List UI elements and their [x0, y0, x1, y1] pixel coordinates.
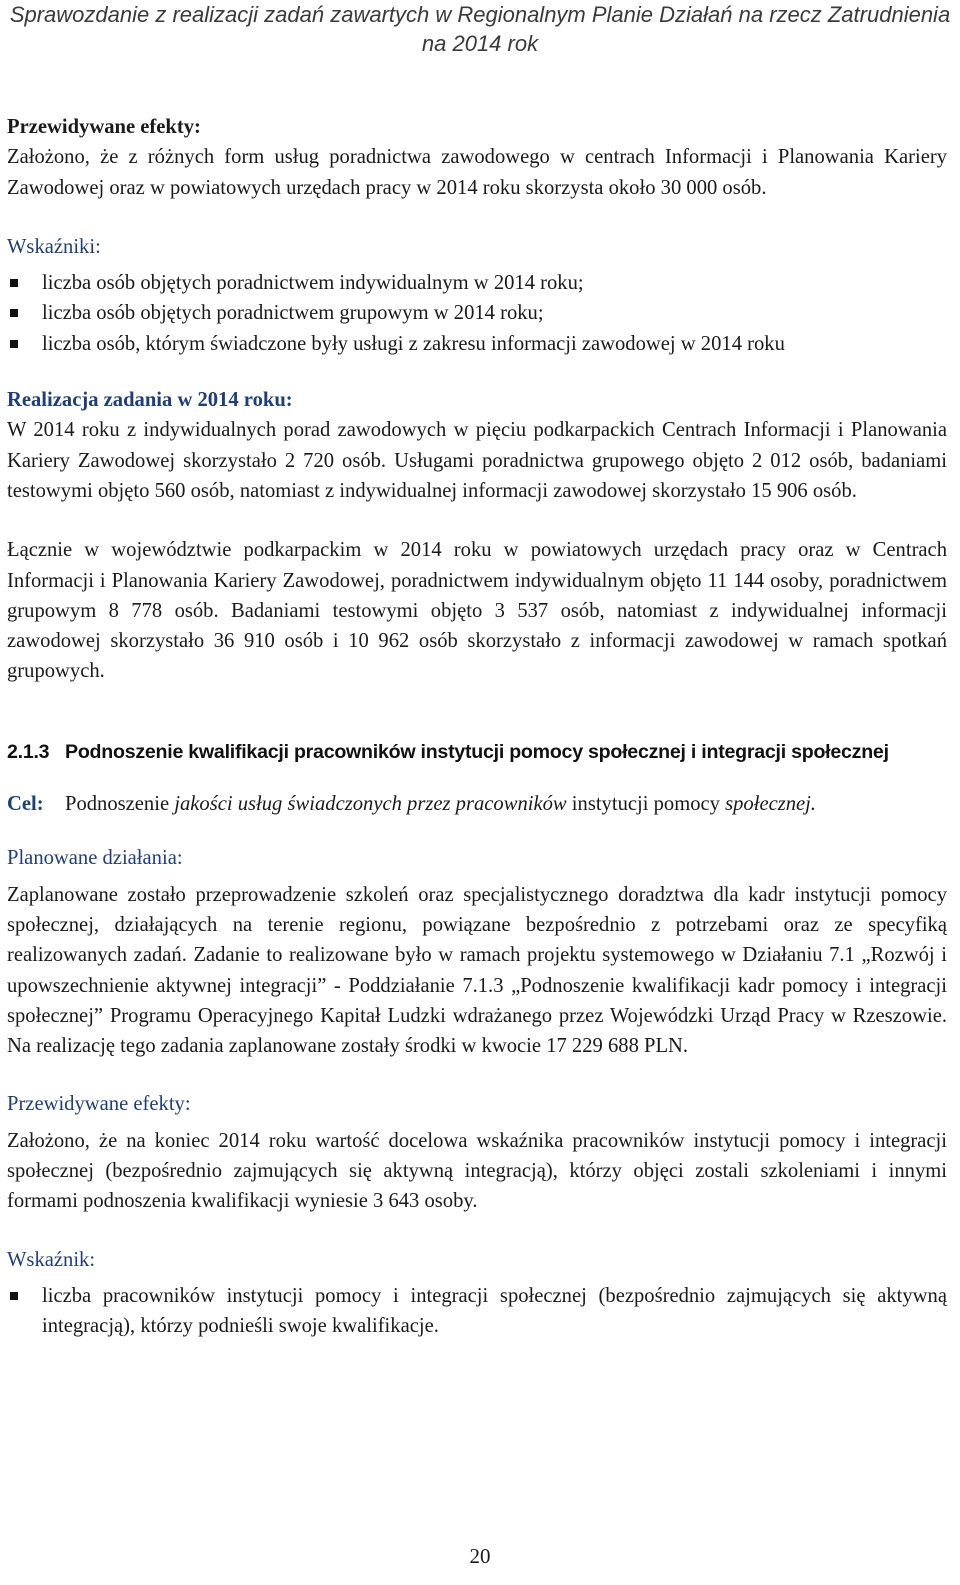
planned-heading: Planowane działania: — [7, 847, 183, 870]
effects-heading: Przewidywane efekty: — [7, 116, 201, 138]
realization-heading: Realizacja zadania w 2014 roku: — [7, 389, 293, 412]
document-body — [7, 112, 947, 1342]
list-item: liczba osób objętych poradnictwem grupowym w 2014 roku; — [7, 298, 947, 328]
header-line-2: na 2014 rok — [421, 31, 539, 56]
realization-paragraph-2: Łącznie w województwie podkarpackim w 2014 roku w powiatowych urzędach pracy oraz w Centrach Informacji i Planowania Kariery Zawodowej, poradnictwem indywidualnym objęto 11 144 osoby, poradnictwem grupowym 8 778 osób. Badaniami testowymi objęto 3 537 osób, natomiast z indywidualnej informacji zawodowej skorzystało 36 910 osób i 10 962 osób skorzystało z informacji zawodowej w ramach spotkań grupowych. — [7, 539, 947, 683]
section-title — [7, 737, 947, 767]
indicators-list — [7, 268, 947, 359]
square-bullet-icon — [10, 309, 18, 317]
list-item: liczba pracowników instytucji pomocy i integracji społecznej (bezpośrednio zajmujących się aktywną integracją), którzy podnieśli swoje kwalifikacje. — [7, 1281, 947, 1342]
header-line-1: Sprawozdanie z realizacji zadań zawartych w Regionalnym Planie Działań na rzecz Zatrudnienia — [9, 2, 951, 27]
realization-paragraph-1: W 2014 roku z indywidualnych porad zawodowych w pięciu podkarpackich Centrach Informacji i Planowania Kariery Zawodowej skorzystało 2 720 osób. Usługami poradnictwa grupowego objęto 2 012 osób, badaniami testowymi objęto 560 osób, natomiast z indywidualnej informacji zawodowej skorzystało 15 906 osób. — [7, 419, 947, 502]
effects-paragraph-2: Założono, że na koniec 2014 roku wartość docelowa wskaźnika pracowników instytucji pomocy i integracji społecznej (bezpośrednio zajmujących się aktywną integracją), którzy objęci zostali szkoleniami i innymi formami podnoszenia kwalifikacji wyniesie 3 643 osoby. — [7, 1129, 947, 1213]
page-number: 20 — [469, 1544, 491, 1568]
list-item: liczba osób, którym świadczone były usługi z zakresu informacji zawodowej w 2014 roku — [7, 329, 947, 359]
page-header — [0, 0, 960, 58]
goal-block — [7, 789, 947, 819]
square-bullet-icon — [10, 1292, 18, 1300]
effects-heading-2: Przewidywane efekty: — [7, 1093, 191, 1116]
section-title-text: Podnoszenie kwalifikacji pracowników instytucji pomocy społecznej i integracji społecznej — [65, 740, 889, 763]
indicators-heading: Wskaźniki: — [7, 235, 101, 258]
list-item: liczba osób objętych poradnictwem indywidualnym w 2014 roku; — [7, 268, 947, 298]
planned-paragraph: Zaplanowane zostało przeprowadzenie szkoleń oraz specjalistycznego doradztwa dla kadr instytucji pomocy społecznej, działających na terenie regionu, powiązane bezpośrednio z potrzebami oraz ze specyfiką realizowanych zadań. Zadanie to realizowane było w ramach projektu systemowego w Działaniu 7.1 „Rozwój i upowszechnienie aktywnej integracji” - Poddziałanie 7.1.3 „Podnoszenie kwalifikacji kadr pomocy i integracji społecznej” Programu Operacyjnego Kapitał Ludzki wdrażanego przez Wojewódzki Urząd Pracy w Rzeszowie. Na realizację tego zadania zaplanowane zostały środki w kwocie 17 229 688 PLN. — [7, 883, 947, 1058]
indicator-list — [7, 1281, 947, 1342]
section-number: 2.1.3 — [7, 740, 50, 763]
goal-label: Cel: — [7, 793, 44, 816]
effects-paragraph: Założono, że z różnych form usług poradnictwa zawodowego w centrach Informacji i Planowania Kariery Zawodowej oraz w powiatowych urzędach pracy w 2014 roku skorzysta około 30 000 osób. — [7, 146, 947, 199]
square-bullet-icon — [10, 279, 18, 287]
indicator-heading: Wskaźnik: — [7, 1248, 96, 1271]
goal-text: Podnoszenie jakości usług świadczonych przez pracowników instytucji pomocy społecznej. — [65, 793, 817, 816]
square-bullet-icon — [10, 340, 18, 348]
